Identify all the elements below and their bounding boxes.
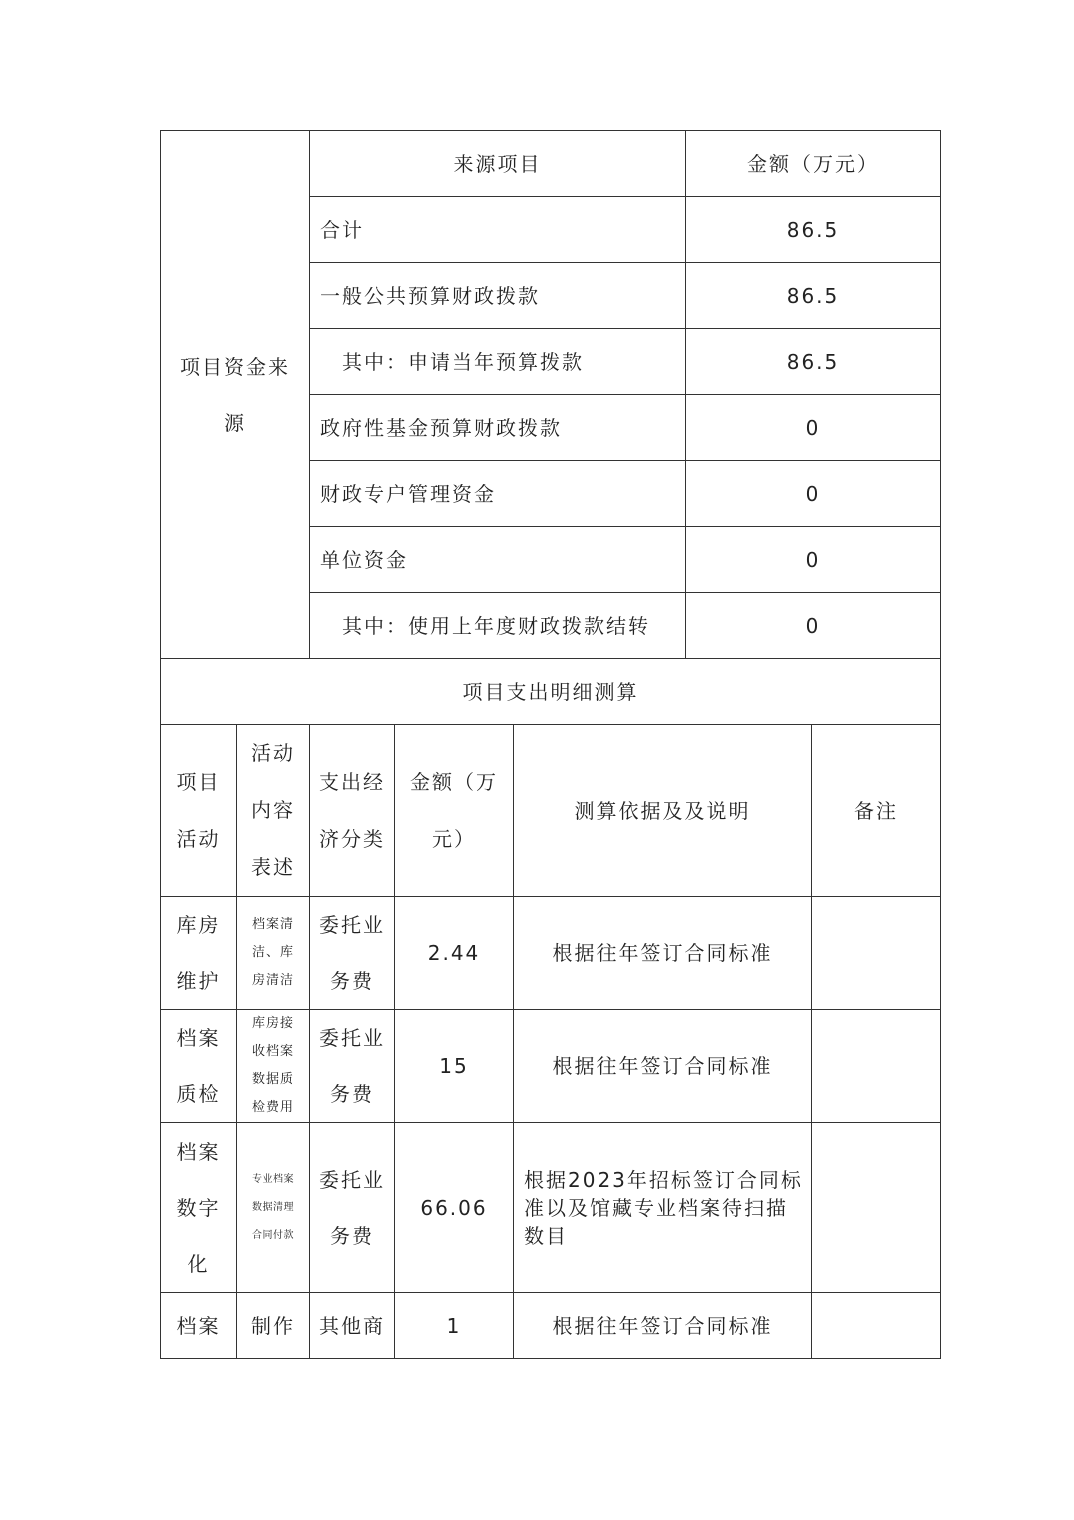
funding-header-amount: 金额（万元） [686, 131, 941, 197]
funding-amount: 86.5 [686, 329, 941, 395]
header-basis: 测算依据及及说明 [514, 725, 812, 897]
funding-item: 其中：申请当年预算拨款 [310, 329, 686, 395]
row-category: 委托业务费 [310, 1123, 395, 1293]
row-amount: 2.44 [395, 897, 514, 1010]
funding-item: 一般公共预算财政拨款 [310, 263, 686, 329]
row-activity: 档案数字化 [161, 1123, 237, 1293]
expense-row [161, 1010, 941, 1123]
row-activity: 库房维护 [161, 897, 237, 1010]
header-amount: 金额（万元） [395, 725, 514, 897]
funding-amount: 86.5 [686, 197, 941, 263]
funding-amount: 86.5 [686, 263, 941, 329]
row-amount: 15 [395, 1010, 514, 1123]
row-activity: 档案质检 [161, 1010, 237, 1123]
row-remark [812, 1123, 941, 1293]
funding-item: 财政专户管理资金 [310, 461, 686, 527]
header-remark: 备注 [812, 725, 941, 897]
row-category: 委托业务费 [310, 1010, 395, 1123]
row-amount: 1 [395, 1293, 514, 1359]
header-activity: 项目活动 [161, 725, 237, 897]
funding-amount: 0 [686, 461, 941, 527]
funding-header-item: 来源项目 [310, 131, 686, 197]
row-content: 专业档案数据清理合同付款 [237, 1123, 310, 1293]
row-category: 其他商 [310, 1293, 395, 1359]
expense-header-row [161, 725, 941, 897]
row-content: 库房接收档案数据质检费用 [237, 1010, 310, 1123]
header-content: 活动内容表述 [237, 725, 310, 897]
row-remark [812, 1293, 941, 1359]
funding-section-label: 项目资金来源 [161, 131, 310, 659]
row-basis: 根据2023年招标签订合同标准以及馆藏专业档案待扫描数目 [514, 1123, 812, 1293]
funding-amount: 0 [686, 527, 941, 593]
funding-item: 合计 [310, 197, 686, 263]
funding-item: 其中：使用上年度财政拨款结转 [310, 593, 686, 659]
expense-row [161, 1123, 941, 1293]
funding-header-row [161, 131, 941, 197]
row-basis: 根据往年签订合同标准 [514, 1010, 812, 1123]
row-basis: 根据往年签订合同标准 [514, 1293, 812, 1359]
expense-title-row [161, 659, 941, 725]
row-basis: 根据往年签订合同标准 [514, 897, 812, 1010]
expense-section-title: 项目支出明细测算 [161, 659, 941, 725]
row-content: 档案清洁、库房清洁 [237, 897, 310, 1010]
row-remark [812, 897, 941, 1010]
header-category: 支出经济分类 [310, 725, 395, 897]
expense-row [161, 897, 941, 1010]
row-category: 委托业务费 [310, 897, 395, 1010]
row-content: 制作 [237, 1293, 310, 1359]
budget-table [160, 130, 941, 1359]
row-remark [812, 1010, 941, 1123]
funding-item: 政府性基金预算财政拨款 [310, 395, 686, 461]
funding-amount: 0 [686, 593, 941, 659]
expense-row [161, 1293, 941, 1359]
row-activity: 档案 [161, 1293, 237, 1359]
funding-item: 单位资金 [310, 527, 686, 593]
row-amount: 66.06 [395, 1123, 514, 1293]
funding-amount: 0 [686, 395, 941, 461]
